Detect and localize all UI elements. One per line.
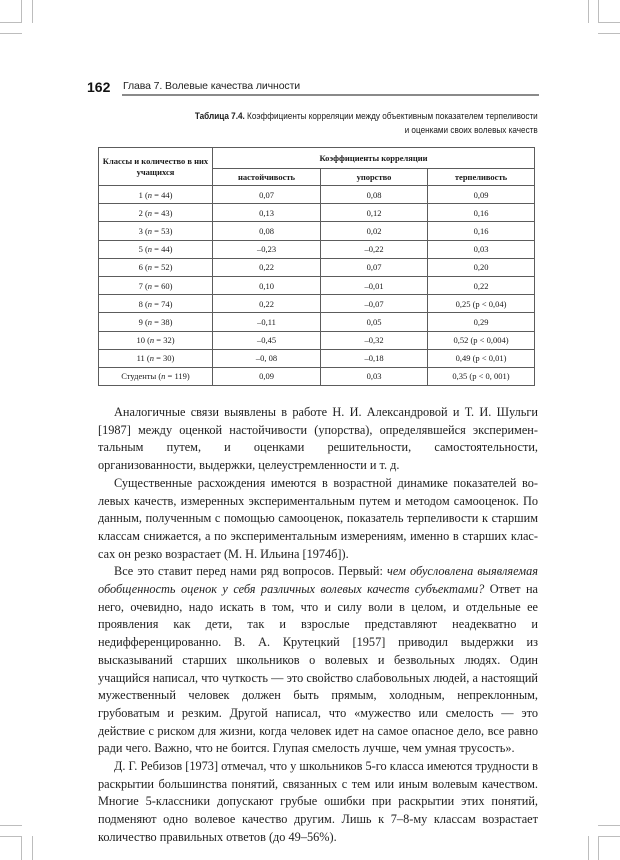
cell-tenacity: –0,32 — [321, 331, 428, 349]
cell-class: 7 (n = 60) — [99, 276, 213, 294]
cell-tenacity: 0,05 — [321, 313, 428, 331]
body-text — [98, 404, 538, 847]
table-row — [99, 204, 535, 222]
header-persistence: настойчивость — [213, 169, 321, 186]
cell-tenacity: 0,02 — [321, 222, 428, 240]
paragraph-1: Аналогичные связи выявлены в работе Н. И. Александровой и Т. И. Шульги [1987] между оценкой настойчивости (упорства), определявшейся экспериментальным путем, и оценками решительности, самостоятельности, организованности, выдержки, целеустремленности и т. д. — [98, 405, 538, 473]
table-row — [99, 222, 535, 240]
cell-class: 1 (n = 44) — [99, 186, 213, 204]
cell-tenacity: 0,08 — [321, 186, 428, 204]
cell-tenacity: –0,07 — [321, 295, 428, 313]
cell-patience: 0,35 (p < 0, 001) — [428, 367, 535, 385]
cell-tenacity: 0,03 — [321, 367, 428, 385]
crop-mark-bl-v1 — [21, 836, 22, 860]
paragraph-3-start: Все это ставит перед нами ряд вопросов. Первый: — [114, 564, 388, 579]
crop-mark-bl-h2 — [0, 836, 22, 837]
crop-mark-tl-h2 — [0, 33, 22, 34]
table-caption-text-2: и оценками своих волевых качеств — [404, 125, 538, 136]
cell-class: 3 (n = 53) — [99, 222, 213, 240]
crop-mark-tr-h1 — [598, 22, 620, 23]
cell-tenacity: 0,07 — [321, 258, 428, 276]
cell-persistence: 0,08 — [213, 222, 321, 240]
cell-persistence: –0,23 — [213, 240, 321, 258]
crop-mark-br-v1 — [588, 836, 589, 860]
table-row — [99, 258, 535, 276]
crop-mark-br-h1 — [598, 825, 620, 826]
cell-patience: 0,22 — [428, 276, 535, 294]
crop-mark-tr-v1 — [588, 0, 589, 23]
paragraph-3-end: Ответ на него, очевидно, надо искать в том, что и силу воли в целом, и отдельные ее проявления как дети, так и взрослые представляют неадекватно и недифференцированно. В. А. Крутецкий [1957] приводил выдержки из высказываний старших школьников о волевых и безвольных людях. Один учащийся написал, что чуткость — это свойство слабовольных людей, а настоящий мужественный человек должен быть прямым, холодным, непреклонным, грубоватым и резким. Другой написал, что «мужество или смелость — это действие с риском для жизни, когда человек идет на самое опасное дело, все равно ради чего. Важно, что не боится. Глупая смелость лучше, чем умная трусость». — [98, 582, 538, 756]
correlation-table — [98, 147, 535, 386]
cell-persistence: 0,10 — [213, 276, 321, 294]
header-correlation-group: Коэффициенты корреляции — [213, 148, 535, 169]
table-caption-label: Таблица 7.4. — [195, 111, 246, 122]
cell-tenacity: 0,12 — [321, 204, 428, 222]
cell-class: 9 (n = 38) — [99, 313, 213, 331]
table-row — [99, 295, 535, 313]
cell-tenacity: –0,01 — [321, 276, 428, 294]
cell-patience: 0,16 — [428, 204, 535, 222]
cell-persistence: 0,07 — [213, 186, 321, 204]
page-number: 162 — [87, 79, 111, 95]
header-patience: терпеливость — [428, 169, 535, 186]
cell-class: Студенты (n = 119) — [99, 367, 213, 385]
header-rule — [122, 94, 539, 96]
chapter-title: Глава 7. Волевые качества личности — [123, 80, 301, 92]
crop-mark-bl-h1 — [0, 825, 22, 826]
cell-persistence: 0,13 — [213, 204, 321, 222]
table-row — [99, 367, 535, 385]
cell-persistence: 0,09 — [213, 367, 321, 385]
crop-mark-br-v2 — [598, 836, 599, 860]
table-row — [99, 186, 535, 204]
running-head — [87, 78, 539, 96]
table-caption-text-1: Коэффициенты корреляции между объективным показателем терпеливости — [245, 111, 538, 122]
cell-tenacity: –0,18 — [321, 349, 428, 367]
crop-mark-tr-v2 — [598, 0, 599, 22]
cell-class: 11 (n = 30) — [99, 349, 213, 367]
table-row — [99, 313, 535, 331]
table-caption — [195, 110, 538, 138]
cell-tenacity: –0,22 — [321, 240, 428, 258]
table-row — [99, 349, 535, 367]
cell-patience: 0,16 — [428, 222, 535, 240]
crop-mark-br-h2 — [598, 836, 620, 837]
paragraph-3 — [98, 563, 538, 758]
cell-persistence: 0,22 — [213, 295, 321, 313]
cell-class: 6 (n = 52) — [99, 258, 213, 276]
table-row — [99, 331, 535, 349]
crop-mark-tl-v1 — [21, 0, 22, 22]
crop-mark-tl-h1 — [0, 22, 22, 23]
cell-patience: 0,49 (p < 0,01) — [428, 349, 535, 367]
cell-patience: 0,09 — [428, 186, 535, 204]
paragraph-3-question: чем обусловлена выявляемая обобщенность оценок у себя различных волевых качеств субъектами? — [98, 564, 538, 597]
crop-mark-tl-v2 — [32, 0, 33, 23]
header-tenacity: упорство — [321, 169, 428, 186]
cell-patience: 0,03 — [428, 240, 535, 258]
cell-patience: 0,29 — [428, 313, 535, 331]
cell-class: 5 (n = 44) — [99, 240, 213, 258]
crop-mark-bl-v2 — [32, 836, 33, 860]
table-row — [99, 240, 535, 258]
cell-class: 8 (n = 74) — [99, 295, 213, 313]
cell-patience: 0,20 — [428, 258, 535, 276]
cell-persistence: –0, 08 — [213, 349, 321, 367]
cell-persistence: 0,22 — [213, 258, 321, 276]
cell-class: 2 (n = 43) — [99, 204, 213, 222]
crop-mark-tr-h2 — [598, 33, 620, 34]
paragraph-4: Д. Г. Ребизов [1973] отмечал, что у школьников 5-го класса имеются трудности в раскрытии большинства понятий, связанных с тем или иным волевым качеством. Многие 5-классники допускают грубые ошибки при раскрытии этих понятий, подменяют одно волевое качество другим. Лишь к 7–8-му классам возрастает количество правильных ответов (до 49–56%). — [98, 759, 538, 844]
cell-patience: 0,52 (p < 0,004) — [428, 331, 535, 349]
cell-persistence: –0,45 — [213, 331, 321, 349]
cell-persistence: –0,11 — [213, 313, 321, 331]
paragraph-2: Существенные расхождения имеются в возрастной динамике показателей волевых качеств, измеренных экспериментальным путем и методом самооценок. По данным, полученным с помощью самооценок, показатель терпеливости к старшим классам снижается, а по экспериментальным измерениям, именно в старших классах он резко возрастает (М. Н. Ильина [1974б]). — [98, 475, 538, 561]
cell-class: 10 (n = 32) — [99, 331, 213, 349]
table-row — [99, 276, 535, 294]
header-class-count: Классы и количество в них учащихся — [99, 148, 213, 186]
cell-patience: 0,25 (p < 0,04) — [428, 295, 535, 313]
